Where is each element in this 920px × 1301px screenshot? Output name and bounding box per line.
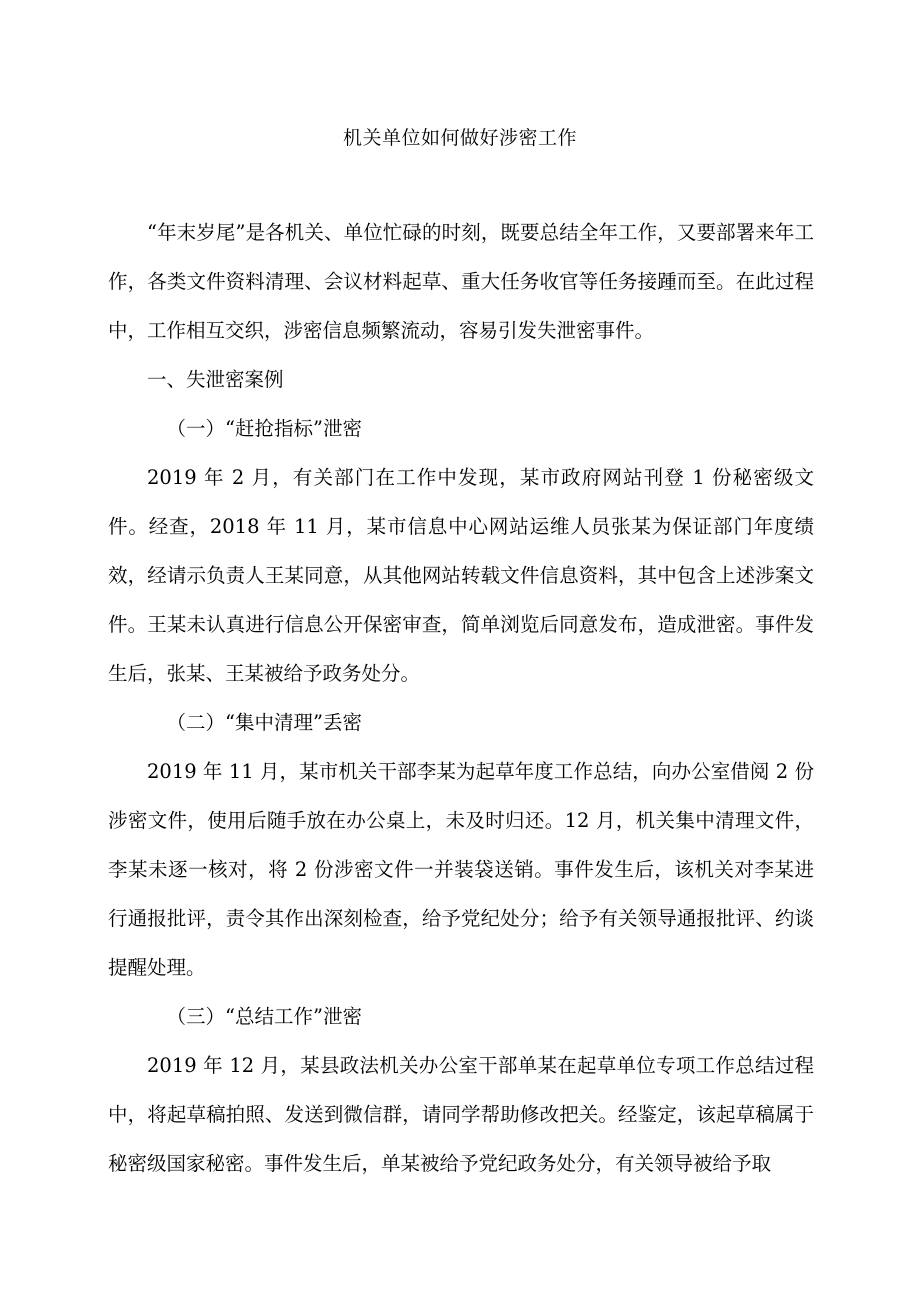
document-body <box>108 208 814 1188</box>
case-paragraph-3: 2019 年 12 月，某县政法机关办公室干部单某在起草单位专项工作总结过程中，将起草稿拍照、发送到微信群，请同学帮助修改把关。经鉴定，该起草稿属于秘密级国家秘密。事件发生后，单某被给予党纪政务处分，有关领导被给予取 <box>108 1054 814 1175</box>
section-heading-cases: 一、失泄密案例 <box>147 368 284 391</box>
case-heading-3: （三）“总结工作”泄密 <box>166 1005 362 1028</box>
intro-paragraph: “年末岁尾”是各机关、单位忙碌的时刻，既要总结全年工作，又要部署来年工作，各类文件资料清理、会议材料起草、重大任务收官等任务接踵而至。在此过程中，工作相互交织，涉密信息频繁流动，容易引发失泄密事件。 <box>108 221 814 342</box>
case-paragraph-2: 2019 年 11 月，某市机关干部李某为起草年度工作总结，向办公室借阅 2 份涉密文件，使用后随手放在办公桌上，未及时归还。12 月，机关集中清理文件，李某未逐一核对，将 2 份涉密文件一并装袋送销。事件发生后，该机关对李某进行通报批评，责令其作出深刻检查，给予党纪处分；给予有关领导通报批评、约谈提醒处理。 <box>108 760 814 979</box>
case-paragraph-1: 2019 年 2 月，有关部门在工作中发现，某市政府网站刊登 1 份秘密级文件。经查，2018 年 11 月，某市信息中心网站运维人员张某为保证部门年度绩效，经请示负责人王某同意，从其他网站转载文件信息资料，其中包含上述涉案文件。王某未认真进行信息公开保密审查，简单浏览后同意发布，造成泄密。事件发生后，张某、王某被给予政务处分。 <box>108 466 814 685</box>
case-heading-1: （一）“赶抢指标”泄密 <box>166 417 362 440</box>
case-heading-2: （二）“集中清理”丢密 <box>166 711 362 734</box>
document-title: 机关单位如何做好涉密工作 <box>342 127 577 149</box>
